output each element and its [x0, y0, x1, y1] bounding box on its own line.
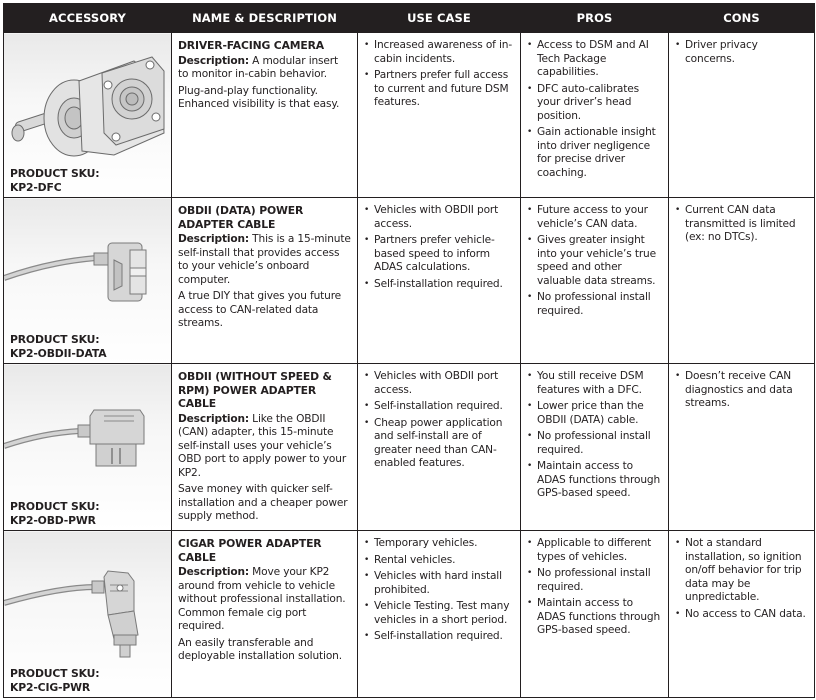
pros-cell [521, 198, 669, 364]
accessory-description: Description: A modular insert to monitor in-cabin behavior. Plug-and-play functionality. Enhanced visibility is that easy. [178, 54, 340, 110]
list-item: • Cheap power application and self-install are of greater need than CAN-enabled features. [364, 417, 514, 471]
product-sku: PRODUCT SKU: KP2-DFC [10, 167, 100, 194]
list-item: • Vehicles with hard install prohibited. [364, 570, 514, 597]
pros-cell [521, 364, 669, 531]
list-item: • Gives greater insight into your vehicle’s true speed and other valuable data streams. [527, 234, 662, 288]
list-item: • You still receive DSM features with a DFC. [527, 370, 662, 397]
list-item: • Lower price than the OBDII (DATA) cable. [527, 400, 662, 427]
accessory-name: OBDII (DATA) POWER ADAPTER CABLE [178, 204, 304, 231]
use-case-cell [358, 364, 521, 531]
list-item: • Partners prefer full access to current and future DSM features. [364, 69, 514, 110]
table-header-row [4, 3, 815, 33]
accessory-description: Description: Move your KP2 around from vehicle to vehicle without professional installation. Common female cig port required. An easily transferable and deployable installation solution. [178, 566, 346, 662]
cigar-power-cable-icon [4, 531, 170, 661]
driver-facing-camera-icon [4, 33, 170, 163]
accessory-cell [4, 364, 172, 531]
list-item: • Maintain access to ADAS functions through GPS-based speed. [527, 597, 662, 638]
table-row [4, 198, 815, 364]
sku-value: KP2-OBD-PWR [10, 514, 96, 527]
accessory-description: Description: This is a 15-minute self-install that provides access to your vehicle’s onboard computer. A true DIY that gives you future access to CAN-related data streams. [178, 233, 351, 329]
list-item: • Self-installation required. [364, 400, 514, 414]
accessory-cell [4, 33, 172, 198]
product-sku: PRODUCT SKU: KP2-OBDII-DATA [10, 333, 107, 360]
accessory-comparison-table [3, 3, 815, 698]
cons-cell [669, 33, 815, 198]
use-case-cell [358, 531, 521, 698]
list-item: • Partners prefer vehicle-based speed to inform ADAS calculations. [364, 234, 514, 275]
sku-value: KP2-DFC [10, 181, 62, 194]
list-item: • Not a standard installation, so ignition on/off behavior for trip data may be unpredictable. [675, 537, 808, 605]
obd-power-cable-icon [4, 364, 170, 494]
pros-cell [521, 33, 669, 198]
list-item: • Increased awareness of in-cabin incidents. [364, 39, 514, 66]
header-accessory: ACCESSORY [4, 3, 172, 33]
name-description-cell [172, 531, 358, 698]
pros-cell [521, 531, 669, 698]
cons-cell [669, 364, 815, 531]
list-item: • Vehicles with OBDII port access. [364, 370, 514, 397]
sku-value: KP2-CIG-PWR [10, 681, 91, 694]
accessory-cell [4, 198, 172, 364]
list-item: • No professional install required. [527, 430, 662, 457]
list-item: • Gain actionable insight into driver negligence for precise driver coaching. [527, 126, 662, 180]
header-use-case: USE CASE [358, 3, 521, 33]
use-case-cell [358, 198, 521, 364]
list-item: • No professional install required. [527, 567, 662, 594]
cons-cell [669, 198, 815, 364]
list-item: • DFC auto-calibrates your driver’s head position. [527, 83, 662, 124]
accessory-description: Description: Like the OBDII (CAN) adapter, this 15-minute self-install uses your vehicle’s OBD port to apply power to your KP2. Save money with quicker self-installation and a cheaper power supply method. [178, 412, 348, 522]
table-row [4, 33, 815, 198]
header-cons: CONS [669, 3, 815, 33]
list-item: • Driver privacy concerns. [675, 39, 808, 66]
accessory-name: CIGAR POWER ADAPTER CABLE [178, 537, 322, 564]
list-item: • Maintain access to ADAS functions through GPS-based speed. [527, 460, 662, 501]
list-item: • No access to CAN data. [675, 608, 808, 622]
list-item: • Current CAN data transmitted is limited (ex: no DTCs). [675, 204, 808, 245]
cons-cell [669, 531, 815, 698]
product-sku: PRODUCT SKU: KP2-CIG-PWR [10, 667, 100, 694]
list-item: • Self-installation required. [364, 278, 514, 292]
sku-value: KP2-OBDII-DATA [10, 347, 107, 360]
obdii-data-cable-icon [4, 198, 170, 328]
list-item: • Rental vehicles. [364, 554, 514, 568]
table-row [4, 531, 815, 698]
accessory-name: OBDII (WITHOUT SPEED & RPM) POWER ADAPTER CABLE [178, 370, 332, 410]
list-item: • Access to DSM and AI Tech Package capabilities. [527, 39, 662, 80]
list-item: • Self-installation required. [364, 630, 514, 644]
header-name-description: NAME & DESCRIPTION [172, 3, 358, 33]
list-item: • Vehicles with OBDII port access. [364, 204, 514, 231]
header-pros: PROS [521, 3, 669, 33]
list-item: • Vehicle Testing. Test many vehicles in a short period. [364, 600, 514, 627]
list-item: • No professional install required. [527, 291, 662, 318]
accessory-name: DRIVER-FACING CAMERA [178, 39, 324, 52]
table-row [4, 364, 815, 531]
product-sku: PRODUCT SKU: KP2-OBD-PWR [10, 500, 100, 527]
list-item: • Temporary vehicles. [364, 537, 514, 551]
accessory-cell [4, 531, 172, 698]
use-case-cell [358, 33, 521, 198]
list-item: • Doesn’t receive CAN diagnostics and data streams. [675, 370, 808, 411]
name-description-cell [172, 364, 358, 531]
list-item: • Applicable to different types of vehicles. [527, 537, 662, 564]
name-description-cell [172, 33, 358, 198]
list-item: • Future access to your vehicle’s CAN data. [527, 204, 662, 231]
name-description-cell [172, 198, 358, 364]
